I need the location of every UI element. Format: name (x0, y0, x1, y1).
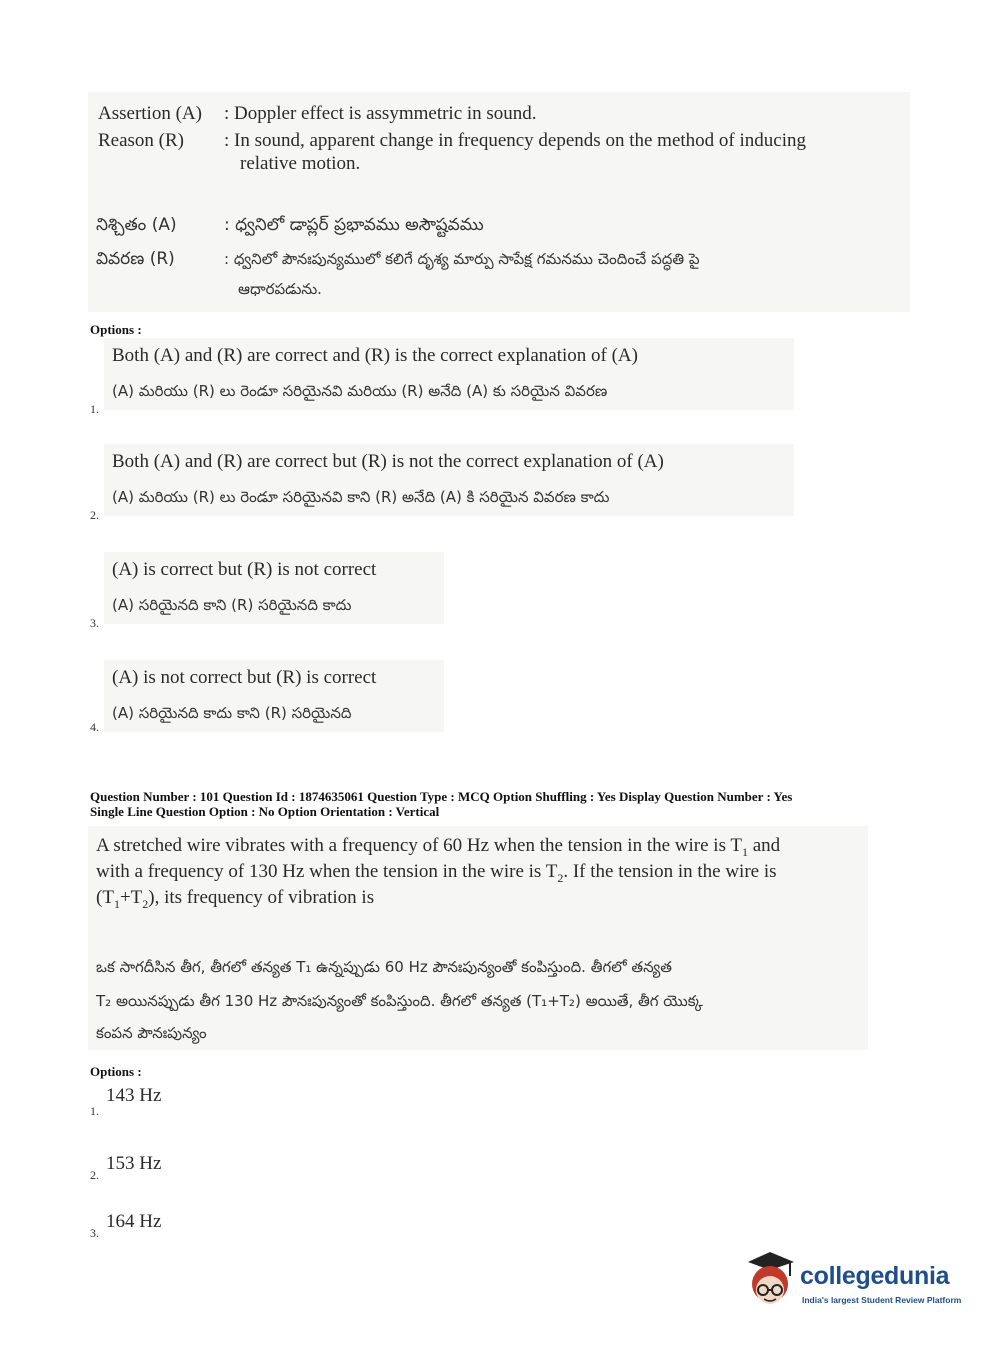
q100-option-4-en: (A) is not correct but (R) is correct (112, 667, 377, 688)
q100-option-4-te: (A) సరియైనది కాదు కాని (R) సరియైనది (112, 704, 352, 722)
reason-text-line-1: : In sound, apparent change in frequency depends on the method of inducing (224, 130, 806, 151)
question-101-meta-line-2: Single Line Question Option : No Option Orientation : Vertical (90, 804, 440, 819)
q101-option-1-text: 143 Hz (106, 1085, 162, 1106)
options-label-q100: Options : (90, 322, 142, 337)
q101-option-1-number: 1. (90, 1104, 99, 1118)
q101-option-3-number: 3. (90, 1226, 99, 1240)
q100-option-1-number: 1. (90, 402, 99, 416)
q101-option-2-text: 153 Hz (106, 1153, 162, 1174)
q101-en-line-1: A stretched wire vibrates with a frequency of 60 Hz when the tension in the wire is $T_1$ and (96, 835, 781, 859)
te-reason-label: వివరణ (R) (96, 249, 175, 269)
te-assertion-text: : ధ్వనిలో డాప్లర్ ప్రభావము అసౌష్టవము (224, 215, 484, 235)
te-assertion-label: నిశ్చితం (A) (96, 215, 177, 235)
question-101-meta-line-1: Question Number : 101 Question Id : 1874635061 Question Type : MCQ Option Shuffling : Yes Display Question Number : Yes (90, 789, 793, 804)
q100-option-4-number: 4. (90, 720, 99, 734)
te-reason-text-line-2: ఆధారపడును. (238, 280, 322, 298)
q101-te-line-2: T₂ అయినప్పుడు తీగ 130 Hz పౌనఃపున్యంతో కంపిస్తుంది. తీగలో తన్యత (T₁+T₂) అయితే, తీగ యొక్క (96, 992, 703, 1010)
reason-text-line-2: relative motion. (240, 153, 361, 174)
q100-option-3-number: 3. (90, 616, 99, 630)
q100-option-3-te: (A) సరియైనది కాని (R) సరియైనది కాదు (112, 596, 352, 614)
reason-label: Reason (R) (98, 130, 185, 151)
q100-option-1-te: (A) మరియు (R) లు రెండూ సరియైనవి మరియు (R) అనేది (A) కు సరియైన వివరణ (112, 382, 608, 400)
q101-option-3-text: 164 Hz (106, 1211, 162, 1232)
q101-te-line-3: కంపన పౌనఃపున్యం (96, 1024, 207, 1042)
q101-te-line-1: ఒక సాగదీసిన తీగ, తీగలో తన్యత T₁ ఉన్నప్పుడు 60 Hz పౌనఃపున్యంతో కంపిస్తుంది. తీగలో తన్యత (96, 958, 672, 976)
brand-tagline: India's largest Student Review Platform (802, 1295, 962, 1305)
mascot-icon (740, 1248, 800, 1314)
q100-option-2-number: 2. (90, 508, 99, 522)
q100-option-1-en: Both (A) and (R) are correct and (R) is the correct explanation of (A) (112, 345, 638, 366)
q101-option-2-number: 2. (90, 1168, 99, 1182)
assertion-label: Assertion (A) (98, 103, 202, 124)
q100-option-2-te: (A) మరియు (R) లు రెండూ సరియైనవి కాని (R) అనేది (A) కి సరియైన వివరణ కాదు (112, 488, 610, 506)
options-label-q101: Options : (90, 1064, 142, 1079)
collegedunia-logo[interactable] (740, 1248, 970, 1318)
brand-name: collegedunia (800, 1262, 950, 1290)
q100-option-2-en: Both (A) and (R) are correct but (R) is not the correct explanation of (A) (112, 451, 664, 472)
q101-en-line-2: with a frequency of 130 Hz when the tension in the wire is $T_2$. If the tension in the wire is (96, 861, 777, 885)
assertion-text: : Doppler effect is assymmetric in sound. (224, 103, 537, 124)
q100-option-3-en: (A) is correct but (R) is not correct (112, 559, 377, 580)
q101-en-line-3: $(T_1+T_2)$, its frequency of vibration is (96, 887, 375, 911)
te-reason-text-line-1: : ధ్వనిలో పౌనఃపున్యములో కలిగే దృశ్య మార్పు సాపేక్ష గమనము చెందించే పద్ధతి పై (224, 250, 700, 268)
